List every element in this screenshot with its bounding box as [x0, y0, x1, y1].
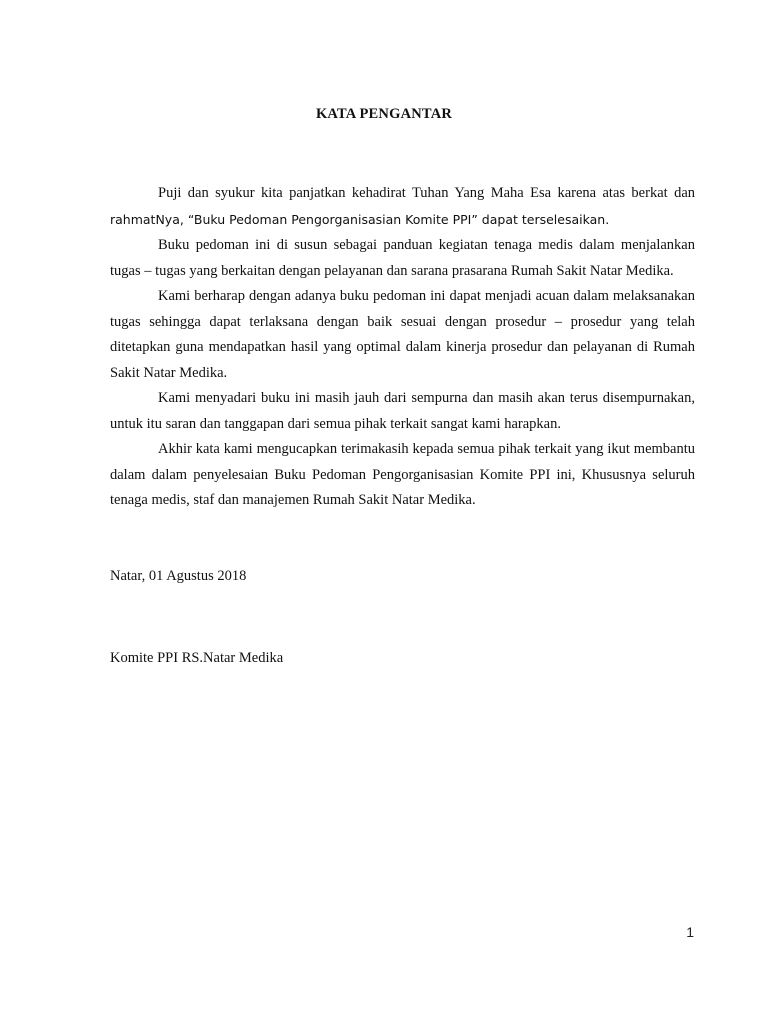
paragraph-2: Buku pedoman ini di susun sebagai panduan kegiatan tenaga medis dalam menjalankan tugas – tugas yang berkaitan dengan pelayanan dan sarana prasarana Rumah Sakit Natar Medika.	[110, 237, 695, 279]
paragraph-4: Kami menyadari buku ini masih jauh dari sempurna dan masih akan terus disempurnakan, untuk itu saran dan tanggapan dari semua pihak terkait sangat kami harapkan.	[110, 390, 695, 432]
paragraph-1-part-b: rahmatNya, “Buku Pedoman Pengorganisasian Komite PPI” dapat terselesaikan.	[110, 211, 610, 227]
paragraph-3: Kami berharap dengan adanya buku pedoman ini dapat menjadi acuan dalam melaksanakan tugas sehingga dapat terlaksana dengan baik sesuai dengan prosedur – prosedur yang telah ditetapkan guna mendapatkan hasil yang optimal dalam kinerja prosedur dan pelayanan di Rumah Sakit Natar Medika.	[110, 288, 695, 381]
paragraph-1-part-a: Puji dan syukur kita panjatkan kehadirat Tuhan Yang Maha Esa karena atas berkat dan	[158, 185, 695, 201]
signer-name: Komite PPI RS.Natar Medika	[110, 650, 284, 666]
page-number: 1	[686, 924, 694, 940]
paragraph-5: Akhir kata kami mengucapkan terimakasih kepada semua pihak terkait yang ikut membantu dalam dalam penyelesaian Buku Pedoman Pengorganisasian Komite PPI ini, Khususnya seluruh tenaga medis, staf dan manajemen Rumah Sakit Natar Medika.	[110, 441, 695, 508]
paragraph-1	[110, 181, 695, 233]
place-date: Natar, 01 Agustus 2018	[110, 568, 247, 584]
page-title: KATA PENGANTAR	[315, 106, 453, 122]
body-text	[110, 181, 695, 514]
